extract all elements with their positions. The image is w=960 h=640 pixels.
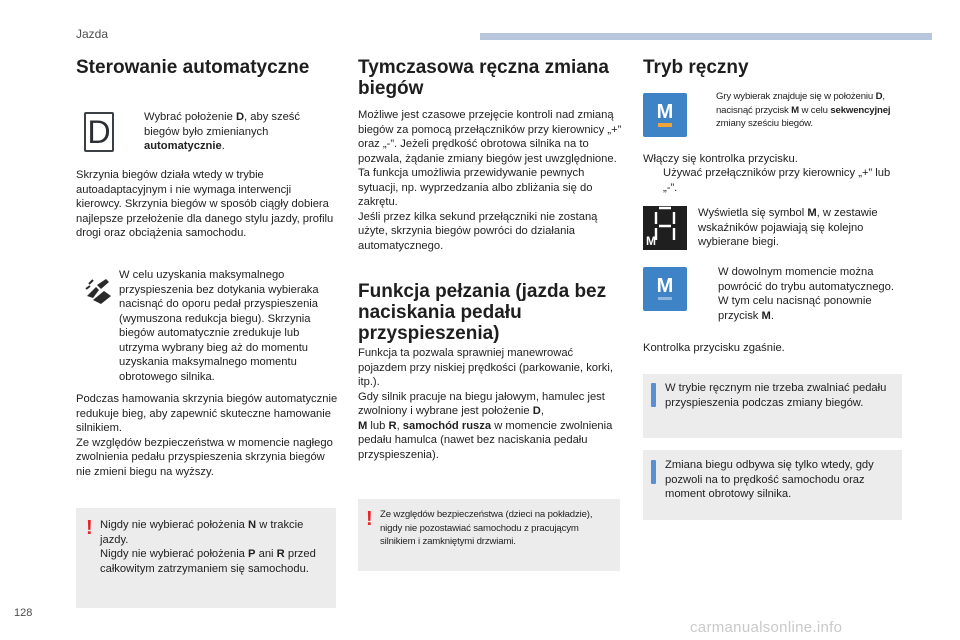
chapter-title: Jazda (76, 27, 109, 41)
braking-description: Podczas hamowania skrzynia biegów automatycznie redukuje bieg, aby zapewnić skuteczne hamowanie silnikiem. Ze względów bezpieczeństwa w momencie nagłego zwolnienia pedału przyspieszenia skrzynia biegów nie zmieni biegu na wyższy. (76, 393, 338, 478)
step-press-m: Gry wybierak znajduje się w położeniu D, nacisnąć przycisk M w celu sekwencyjnej zmiany sześciu biegów. (698, 90, 904, 131)
step-select-d: Wybrać położenie D, aby sześć biegów było zmienianych automatycznie. (124, 110, 336, 154)
instrument-cluster-m-icon: M (643, 206, 687, 250)
step-return-auto: W dowolnym momencie można powrócić do trybu automatycznego. W tym celu nacisnąć ponownie przycisk M. (698, 265, 906, 323)
check-icon (124, 110, 144, 154)
check-icon (698, 90, 716, 131)
watermark: carmanualsonline.info (690, 619, 843, 636)
info-box-manual-1 (643, 374, 902, 438)
warning-box-children (358, 499, 620, 571)
section-title-manual-mode: Tryb ręczny (643, 57, 749, 78)
check-icon (698, 265, 718, 323)
gear-d-icon: D (84, 112, 114, 152)
warning-text-children: Ze względów bezpieczeństwa (dzieci na pokładzie), nigdy nie pozostawiać samochodu z pracującym silnikiem i zamkniętymi drzwiami. (380, 509, 593, 547)
step-use-paddles: Używać przełączników przy kierownicy „+” lub „-”. (643, 166, 905, 195)
info-box-manual-2 (643, 450, 902, 520)
temporary-manual-description: Możliwe jest czasowe przejęcie kontroli nad zmianą biegów za pomocą przełączników przy kierownicy „+” oraz „-”. Jeżeli prędkość obrotowa silnika na to pozwala, żądanie zmiany biegów jest uwzględnione. Ta funkcja umożliwia przewidywanie pewnych sytuacji, np. wyprzedzania albo zbliżania się do zakrętu. Jeśli przez kilka sekund przełączniki nie zostaną użyte, skrzynia biegów powróci do działania automatycznego. (358, 109, 622, 252)
kickdown-pedal-icon (84, 276, 114, 306)
warning-icon: ! (86, 517, 93, 539)
header-bar (480, 33, 932, 40)
auto-description: Skrzynia biegów działa wtedy w trybie autoadaptacyjnym i nie wymaga interwencji kierowcy. Skrzynia biegów w sposób ciągły dobiera najlepsze przełożenie dla danego stylu jazdy, profilu drogi oraz obciążenia samochodu. (76, 169, 334, 239)
creep-description: Funkcja ta pozwala sprawniej manewrować pojazdem przy niskiej prędkości (parkowanie, korki, itp.). Gdy silnik pracuje na biegu jałowym, hamulec jest zwolniony i wybrane jest położenie D, M lub R, samochód rusza w momencie zwolnienia pedału hamulca (nawet bez naciskania pedału przyspieszenia). (358, 347, 613, 461)
warning-box-gear (76, 508, 336, 608)
check-icon (643, 166, 663, 195)
section-title-temporary-manual: Tymczasowa ręczna zmiana biegów (358, 57, 609, 99)
indicator-on-text: Włączy się kontrolka przycisku. (643, 153, 798, 165)
info-icon (651, 383, 656, 407)
section-title-creep: Funkcja pełzania (jazda bez naciskania pedału przyspieszenia) (358, 281, 607, 344)
warning-icon: ! (366, 508, 373, 530)
info-text-1: W trybie ręcznym nie trzeba zwalniać pedału przyspieszenia podczas zmiany biegów. (665, 382, 887, 409)
info-text-2: Zmiana biegu odbywa się tylko wtedy, gdy pozwoli na to prędkość samochodu oraz moment obrotowy silnika. (665, 459, 874, 500)
m-button-active-icon: M (643, 93, 687, 137)
warning-text-gear: Nigdy nie wybierać położenia N w trakcie jazdy. Nigdy nie wybierać położenia P ani R przed całkowitym zatrzymaniem się samochodu. (100, 519, 316, 575)
indicator-off-text: Kontrolka przycisku zgaśnie. (643, 342, 785, 354)
display-m-text: Wyświetla się symbol M, w zestawie wskaźników pojawiają się kolejno wybierane biegi. (698, 207, 878, 248)
info-icon (651, 460, 656, 484)
page-number: 128 (14, 607, 33, 619)
m-button-inactive-icon: M (643, 267, 687, 311)
section-title-automatic: Sterowanie automatyczne (76, 57, 310, 78)
kickdown-note: W celu uzyskania maksymalnego przyspieszenia bez dotykania wybieraka nacisnąć do oporu pedał przyspieszenia (wymuszona redukcja biegu). Skrzynia biegów automatycznie zredukuje lub utrzyma wybrany bieg aż do momentu uzyskania maksymalnego momentu obrotowego silnika. (119, 269, 319, 383)
